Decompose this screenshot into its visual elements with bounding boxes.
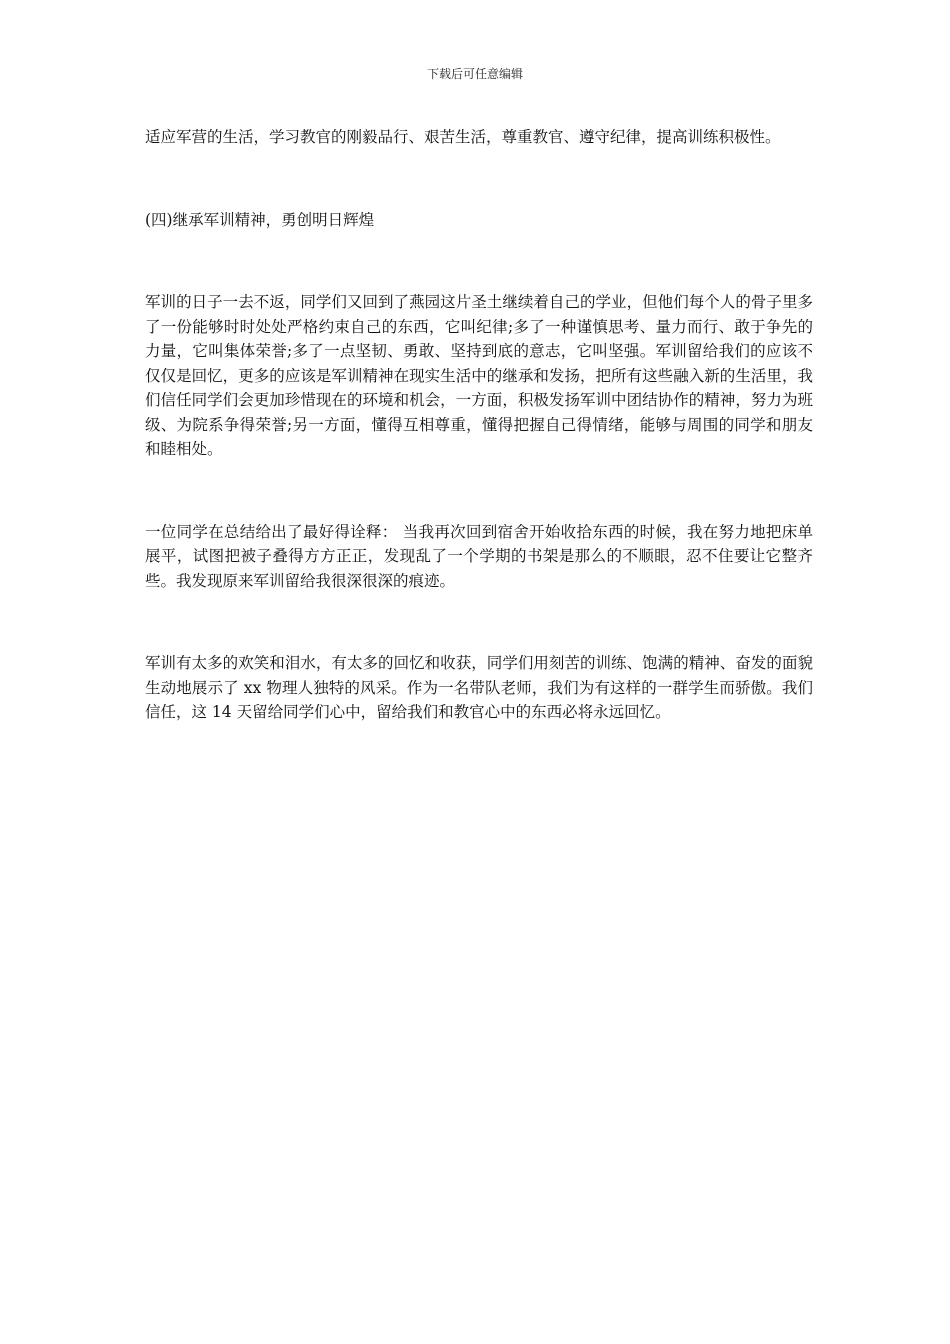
section-heading: (四)继承军训精神，勇创明日辉煌	[145, 210, 375, 229]
document-body	[145, 125, 813, 725]
paragraph-intro: 适应军营的生活，学习教官的刚毅品行、艰苦生活，尊重教官、遵守纪律，提高训练积极性。	[145, 128, 781, 146]
paragraph-conclusion: 军训有太多的欢笑和泪水，有太多的回忆和收获，同学们用刻苦的训练、饱满的精神、奋发的面貌生动地展示了 xx 物理人独特的风采。作为一名带队老师，我们为有这样的一群学生而骄傲。我们信任，这 14 天留给同学们心中，留给我们和教官心中的东西必将永远回忆。	[145, 654, 813, 721]
paragraph-student-quote: 一位同学在总结给出了最好得诠释： 当我再次回到宿舍开始收拾东西的时候，我在努力地把床单展平，试图把被子叠得方方正正，发现乱了一个学期的书架是那么的不顺眼，忍不住要让它整齐些。我发现原来军训留给我很深很深的痕迹。	[145, 522, 813, 590]
page-header: 下载后可任意编辑	[426, 67, 523, 81]
paragraph-military-spirit: 军训的日子一去不返，同学们又回到了燕园这片圣土继续着自己的学业，但他们每个人的骨子里多了一份能够时时处处严格约束自己的东西，它叫纪律;多了一种谨慎思考、量力而行、敢于争先的力量，它叫集体荣誉;多了一点坚韧、勇敢、坚持到底的意志，它叫坚强。军训留给我们的应该不仅仅是回忆，更多的应该是军训精神在现实生活中的继承和发扬，把所有这些融入新的生活里，我们信任同学们会更加珍惜现在的环境和机会，一方面，积极发扬军训中团结协作的精神，努力为班级、为院系争得荣誉;另一方面，懂得互相尊重，懂得把握自己得情绪，能够与周围的同学和朋友和睦相处。	[145, 293, 813, 458]
